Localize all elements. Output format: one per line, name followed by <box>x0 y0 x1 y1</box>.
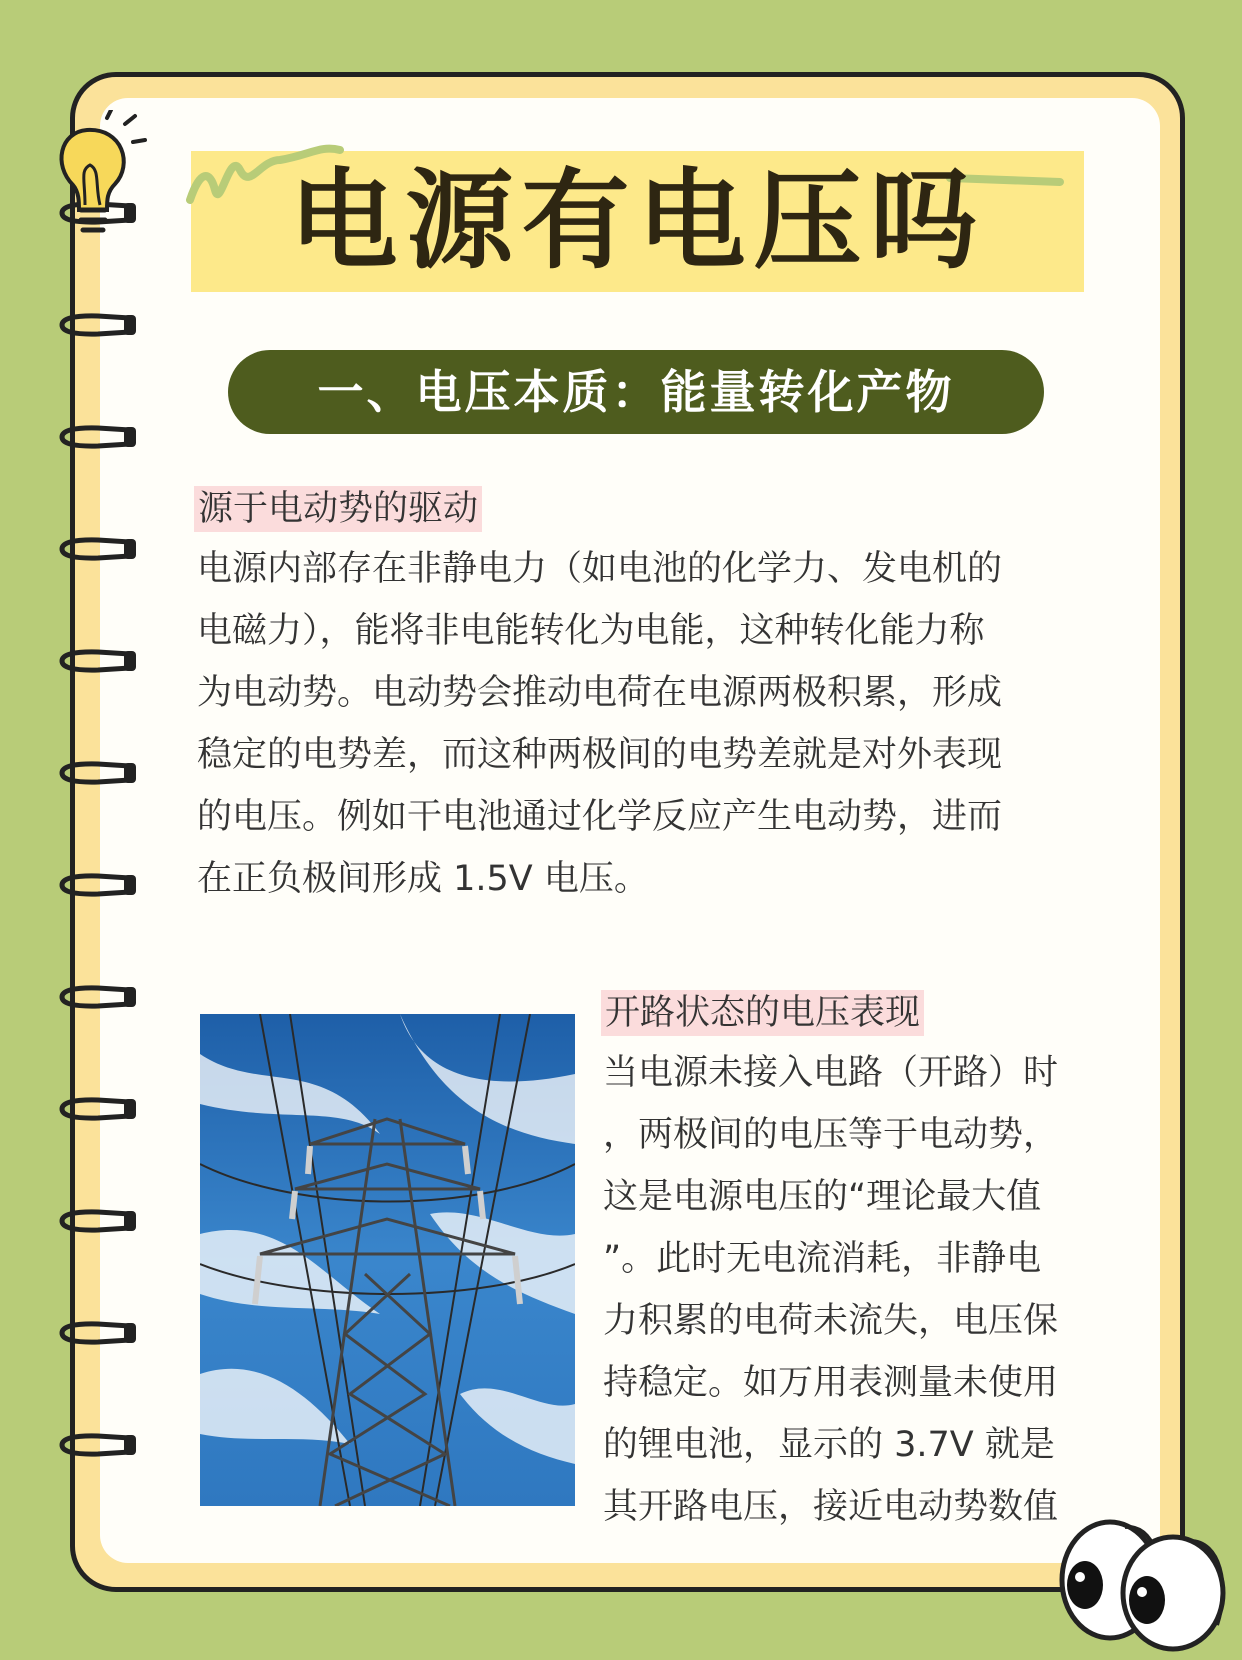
light-bulb-icon <box>45 110 155 250</box>
text-line: 电磁力），能将非电能转化为电能，这种转化能力称 <box>197 611 985 651</box>
power-tower-photo <box>200 1014 575 1506</box>
spiral-ring-icon <box>58 1432 140 1458</box>
text-line: 为电动势。电动势会推动电荷在电源两极积累，形成 <box>197 673 1003 713</box>
paragraph-emf-drive <box>197 538 1117 910</box>
page-title: 电源有电压吗 <box>289 159 986 284</box>
text-line: 的锂电池，显示的 3.7V 就是 <box>603 1425 1055 1465</box>
text-line: 电源内部存在非静电力（如电池的化学力、发电机的 <box>197 549 1003 589</box>
spiral-ring-icon <box>58 648 140 674</box>
spiral-ring-icon <box>58 1320 140 1346</box>
spiral-ring-icon <box>58 1096 140 1122</box>
googly-eyes-icon <box>1055 1505 1235 1655</box>
text-line: ”。此时无电流消耗，非静电 <box>603 1239 1042 1279</box>
spiral-ring-icon <box>58 872 140 898</box>
spiral-ring-icon <box>58 984 140 1010</box>
spiral-ring-icon <box>58 1208 140 1234</box>
text-line: 这是电源电压的“理论最大值 <box>603 1177 1042 1217</box>
subheading-emf-drive: 源于电动势的驱动 <box>194 486 482 532</box>
spiral-binding <box>58 200 148 1500</box>
text-line: 在正负极间形成 1.5V 电压。 <box>197 859 649 899</box>
text-line: 当电源未接入电路（开路）时 <box>603 1053 1059 1093</box>
subheading-open-circuit: 开路状态的电压表现 <box>601 990 924 1036</box>
text-line: 力积累的电荷未流失，电压保 <box>603 1301 1059 1341</box>
text-line: 其开路电压，接近电动势数值 <box>603 1487 1059 1527</box>
spiral-ring-icon <box>58 536 140 562</box>
spiral-ring-icon <box>58 312 140 338</box>
text-line: ，两极间的电压等于电动势， <box>603 1115 1059 1155</box>
spiral-ring-icon <box>58 424 140 450</box>
spiral-ring-icon <box>58 760 140 786</box>
text-line: 稳定的电势差，而这种两极间的电势差就是对外表现 <box>197 735 1003 775</box>
paragraph-open-circuit <box>603 1042 1123 1538</box>
text-line: 的电压。例如干电池通过化学反应产生电动势，进而 <box>197 797 1003 837</box>
text-line: 持稳定。如万用表测量未使用 <box>603 1363 1059 1403</box>
section-heading: 一、电压本质：能量转化产物 <box>228 350 1044 434</box>
